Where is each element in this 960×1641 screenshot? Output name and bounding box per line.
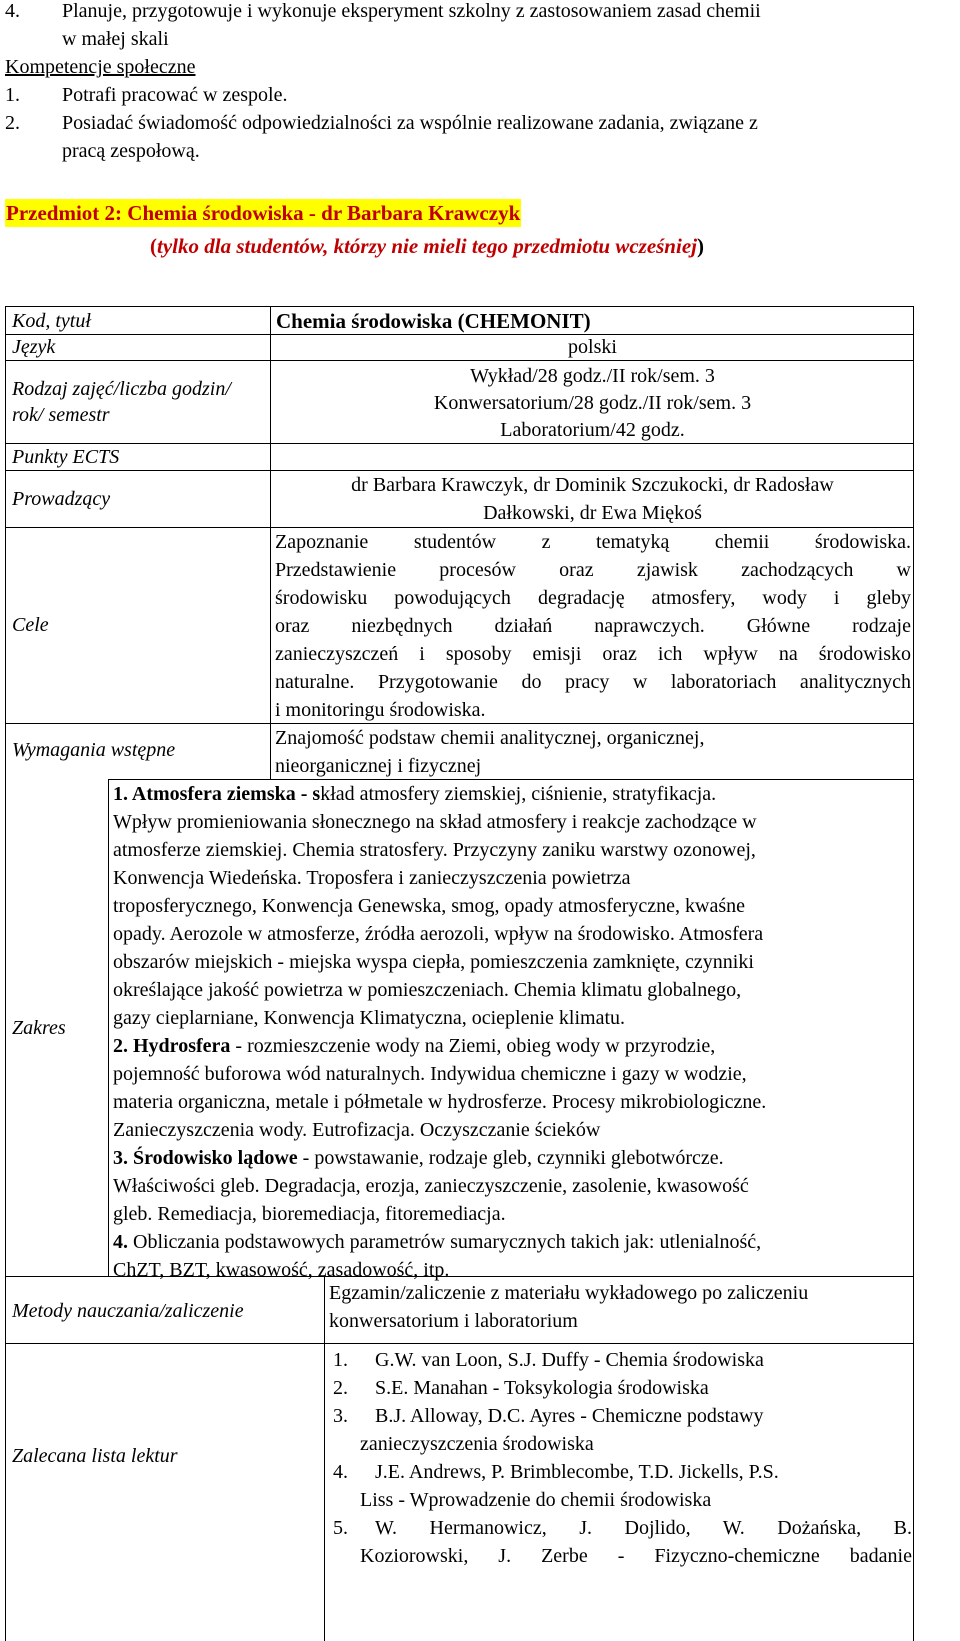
table-border (108, 779, 109, 1276)
reading-item: W. Hermanowicz, J. Dojlido, W. Dożańska, B. (375, 1517, 912, 1539)
label-goals: Cele (12, 614, 49, 636)
table-border (324, 1276, 325, 1641)
scope-heading: 3. Środowisko lądowe (113, 1147, 298, 1169)
goals-line: oraz niezbędnych działań naprawczych. Główne rodzaje (275, 615, 911, 637)
goals-line: i monitoringu środowiska. (275, 699, 486, 721)
course-code-title: Chemia środowiska (CHEMONIT) (276, 309, 591, 333)
item-number: 2. (5, 112, 20, 134)
scope-line: Zanieczyszczenia wody. Eutrofizacja. Oczyszczanie ścieków (113, 1119, 601, 1141)
scope-line (113, 1032, 715, 1060)
scope-line (113, 1144, 724, 1172)
table-border (913, 306, 914, 1641)
section-heading: Kompetencje społeczne (5, 56, 196, 78)
scope-line: Konwencja Wiedeńska. Troposfera i zanieczyszczenia powietrza (113, 867, 631, 889)
intro-line: Planuje, przygotowuje i wykonuje eksperyment szkolny z zastosowaniem zasad chemii (62, 0, 761, 22)
reading-item: J.E. Andrews, P. Brimblecombe, T.D. Jickells, P.S. (375, 1461, 779, 1483)
scope-line: atmosferze ziemskiej. Chemia stratosfery. Przyczyny zaniku warstwy ozonowej, (113, 839, 756, 861)
label-language: Język (12, 336, 56, 358)
goals-line: środowisku powodujących degradację atmosfery, wody i gleby (275, 587, 911, 609)
table-border (270, 306, 271, 779)
intro-line: Potrafi pracować w zespole. (62, 84, 288, 106)
reading-item: S.E. Manahan - Toksykologia środowiska (375, 1377, 709, 1399)
scope-heading: 4. (113, 1231, 128, 1253)
reading-item: zanieczyszczenia środowiska (360, 1433, 594, 1455)
label-class-type: rok/ semestr (12, 404, 110, 426)
class-type-value: Wykład/28 godz./II rok/sem. 3 (470, 365, 715, 387)
reading-item: Liss - Wprowadzenie do chemii środowiska (360, 1489, 712, 1511)
reading-item: Koziorowski, J. Zerbe - Fizyczno-chemiczne badanie (360, 1545, 912, 1567)
class-type-value: Laboratorium/42 godz. (500, 419, 685, 441)
label-lecturers: Prowadzący (12, 488, 111, 510)
scope-line: materia organiczna, metale i półmetale w hydrosferze. Procesy mikrobiologiczne. (113, 1091, 767, 1113)
label-methods: Metody nauczania/zaliczenie (12, 1300, 244, 1322)
scope-line: opady. Aerozole w atmosferze, źródła aerozoli, wpływ na środowisko. Atmosfera (113, 923, 764, 945)
scope-line-text: - powstawanie, rodzaje gleb, czynniki glebotwórcze. (297, 1147, 724, 1169)
scope-line: obszarów miejskich - miejska wyspa ciepła, pomieszczenia zamknięte, czynniki (113, 951, 754, 973)
scope-line-text: Obliczania podstawowych parametrów sumarycznych takich jak: utlenialność, (128, 1231, 762, 1253)
scope-line-text: kład atmosfery ziemskiej, ciśnienie, stratyfikacja. (320, 783, 717, 805)
label-requirements: Wymagania wstępne (12, 739, 176, 761)
intro-line: w małej skali (62, 28, 169, 50)
item-number: 1. (5, 84, 20, 106)
lecturers-value: dr Barbara Krawczyk, dr Dominik Szczukocki, dr Radosław (351, 474, 834, 496)
subject-note-text: tylko dla studentów, którzy nie mieli tego przedmiotu wcześniej (157, 234, 697, 258)
scope-line: pojemność buforowa wód naturalnych. Indywidua chemiczne i gazy w wodzie, (113, 1063, 747, 1085)
label-code: Kod, tytuł (12, 310, 91, 332)
language-value: polski (568, 336, 617, 358)
reading-number: 1. (333, 1349, 348, 1371)
scope-heading: 1. Atmosfera ziemska - s (113, 783, 321, 805)
goals-line: naturalne. Przygotowanie do pracy w laboratoriach analitycznych (275, 671, 911, 693)
scope-line (113, 1228, 761, 1256)
goals-line: Zapoznanie studentów z tematyką chemii środowiska. (275, 531, 911, 553)
scope-line: ChZT, BZT, kwasowość, zasadowość, itp. (113, 1259, 450, 1281)
scope-line-text: - rozmieszczenie wody na Ziemi, obieg wody w przyrodzie, (230, 1035, 716, 1057)
lecturers-value: Dałkowski, dr Ewa Miękoś (483, 502, 702, 524)
scope-line: Wpływ promieniowania słonecznego na skład atmosfery i reakcje zachodzące w (113, 811, 757, 833)
reading-number: 5. (333, 1517, 348, 1539)
paren-close: ) (696, 234, 704, 258)
table-border (5, 306, 6, 1641)
scope-line: gleb. Remediacja, bioremediacja, fitoremediacja. (113, 1203, 506, 1225)
class-type-value: Konwersatorium/28 godz./II rok/sem. 3 (433, 392, 752, 414)
scope-line: gazy cieplarniane, Konwencja Klimatyczna, ocieplenie klimatu. (113, 1007, 626, 1029)
label-class-type: Rodzaj zajęć/liczba godzin/ (12, 378, 231, 400)
goals-line: zanieczyszczeń i sposoby emisji oraz ich wpływ na środowisko (275, 643, 911, 665)
requirements-line: Znajomość podstaw chemii analitycznej, organicznej, (275, 727, 705, 749)
reading-number: 4. (333, 1461, 348, 1483)
scope-line: Właściwości gleb. Degradacja, erozja, zanieczyszczenie, zasolenie, kwasowość (113, 1175, 749, 1197)
reading-number: 2. (333, 1377, 348, 1399)
subject-note (150, 232, 704, 260)
intro-line: Posiadać świadomość odpowiedzialności za wspólnie realizowane zadania, związane z (62, 112, 758, 134)
subject-title: Przedmiot 2: Chemia środowiska - dr Barbara Krawczyk (6, 201, 521, 225)
goals-line: Przedstawienie procesów oraz zjawisk zachodzących w (275, 559, 911, 581)
scope-line: określające jakość powietrza w pomieszczeniach. Chemia klimatu globalnego, (113, 979, 742, 1001)
reading-item: B.J. Alloway, D.C. Ayres - Chemiczne podstawy (375, 1405, 764, 1427)
label-reading: Zalecana lista lektur (12, 1445, 178, 1467)
scope-line (113, 780, 716, 808)
reading-item: G.W. van Loon, S.J. Duffy - Chemia środowiska (375, 1349, 764, 1371)
paren-open: ( (150, 234, 157, 258)
scope-heading: 2. Hydrosfera (113, 1035, 231, 1057)
requirements-line: nieorganicznej i fizycznej (275, 755, 482, 777)
item-number: 4. (5, 0, 20, 22)
reading-number: 3. (333, 1405, 348, 1427)
methods-line: Egzamin/zaliczenie z materiału wykładowego po zaliczeniu (329, 1282, 809, 1304)
intro-line: pracą zespołową. (62, 140, 200, 162)
methods-line: konwersatorium i laboratorium (329, 1310, 578, 1332)
label-scope: Zakres (12, 1017, 66, 1039)
table-border (5, 1343, 914, 1344)
label-ects: Punkty ECTS (12, 446, 120, 468)
scope-line: troposferycznego, Konwencja Genewska, smog, opady atmosferyczne, kwaśne (113, 895, 746, 917)
